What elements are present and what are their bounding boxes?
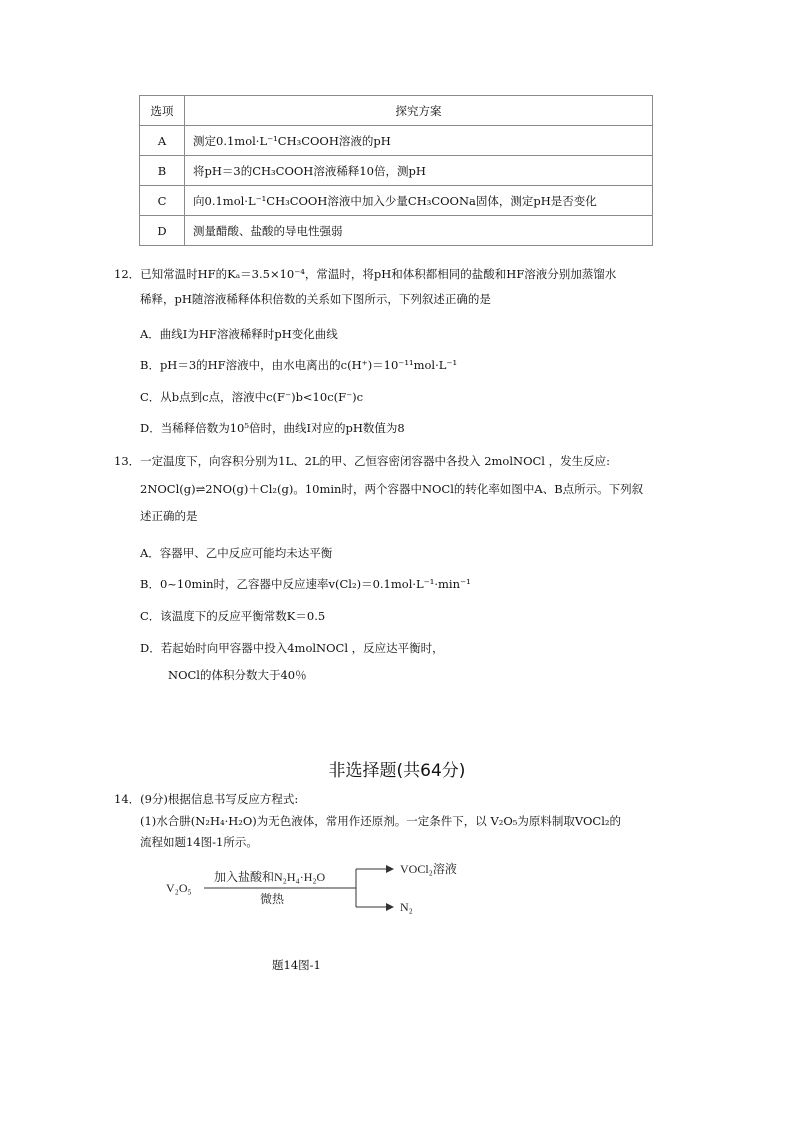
table-row [140,216,653,246]
q13-stem-line3: 述正确的是 [140,509,198,523]
table-cell-option: A [140,126,185,156]
q14-stem: 14．(9分)根据信息书写反应方程式: [114,792,299,806]
table-cell-option: C [140,186,185,216]
reactant-label: V₂O₅ [166,881,192,895]
table-cell-option: B [140,156,185,186]
q13-option-d-line1: D．若起始时向甲容器中投入4molNOCl ，反应达平衡时， [140,641,444,655]
upper-arrowhead-icon [386,865,394,873]
table-row [140,126,653,156]
table-header-cell: 探究方案 [185,96,653,126]
flow-diagram [160,855,480,925]
options-table [139,95,653,246]
q14-paragraph-line1: (1)水合肼(N₂H₄·H₂O)为无色液体，常用作还原剂。一定条件下，以 V₂O₅为原料制取VOCl₂的 [140,814,622,828]
product-n2-label: N₂ [400,900,413,914]
q14-paragraph-line2: 流程如题14图-1所示。 [140,835,258,849]
table-cell-plan: 将pH＝3的CH₃COOH溶液稀释10倍，测pH [185,156,653,186]
arrow-top-label: 加入盐酸和N₂H₄·H₂O [214,870,326,884]
q13-stem-line1: 13．一定温度下，向容积分别为1L、2L的甲、乙恒容密闭容器中各投入 2molNOCl ，发生反应: [114,454,611,468]
q12-option-c: C．从b点到c点，溶液中c(F⁻)b<10c(F⁻)c [140,390,364,404]
q12-stem-line1: 12．已知常温时HF的Kₐ＝3.5×10⁻⁴，常温时，将pH和体积都相同的盐酸和HF溶液分别加蒸馏水 [114,267,617,281]
figure-caption: 题14图-1 [272,958,321,972]
table-header-row [140,96,653,126]
table-cell-option: D [140,216,185,246]
q13-option-c: C．该温度下的反应平衡常数K＝0.5 [140,609,326,623]
section-heading: 非选择题(共64分) [328,761,466,781]
q13-stem-line2: 2NOCl(g)⇌2NO(g)＋Cl₂(g)。10min时，两个容器中NOCl的转化率如图中A、B点所示。下列叙 [140,482,644,496]
table-cell-plan: 测定0.1mol·L⁻¹CH₃COOH溶液的pH [185,126,653,156]
q13-option-b: B．0~10min时，乙容器中反应速率v(Cl₂)＝0.1mol·L⁻¹·min⁻¹ [140,577,471,591]
table-row [140,156,653,186]
q13-option-a: A．容器甲、乙中反应可能均未达平衡 [140,546,333,560]
table-cell-plan: 测量醋酸、盐酸的导电性强弱 [185,216,653,246]
q12-option-a: A．曲线Ⅰ为HF溶液稀释时pH变化曲线 [140,327,338,341]
q12-option-d: D．当稀释倍数为10⁵倍时，曲线Ⅰ对应的pH数值为8 [140,421,405,435]
product-vocl2-label: VOCl₂溶液 [400,862,457,876]
table-row [140,186,653,216]
table-header-cell: 选项 [140,96,185,126]
q12-option-b: B．pH＝3的HF溶液中，由水电离出的c(H⁺)＝10⁻¹¹mol·L⁻¹ [140,358,458,372]
table-cell-plan: 向0.1mol·L⁻¹CH₃COOH溶液中加入少量CH₃COONa固体，测定pH是否变化 [185,186,653,216]
q12-stem-line2: 稀释，pH随溶液稀释体积倍数的关系如下图所示，下列叙述正确的是 [140,292,491,306]
q13-option-d-line2: NOCl的体积分数大于40％ [168,668,307,682]
arrow-bottom-label: 微热 [260,892,285,906]
lower-arrowhead-icon [386,903,394,911]
